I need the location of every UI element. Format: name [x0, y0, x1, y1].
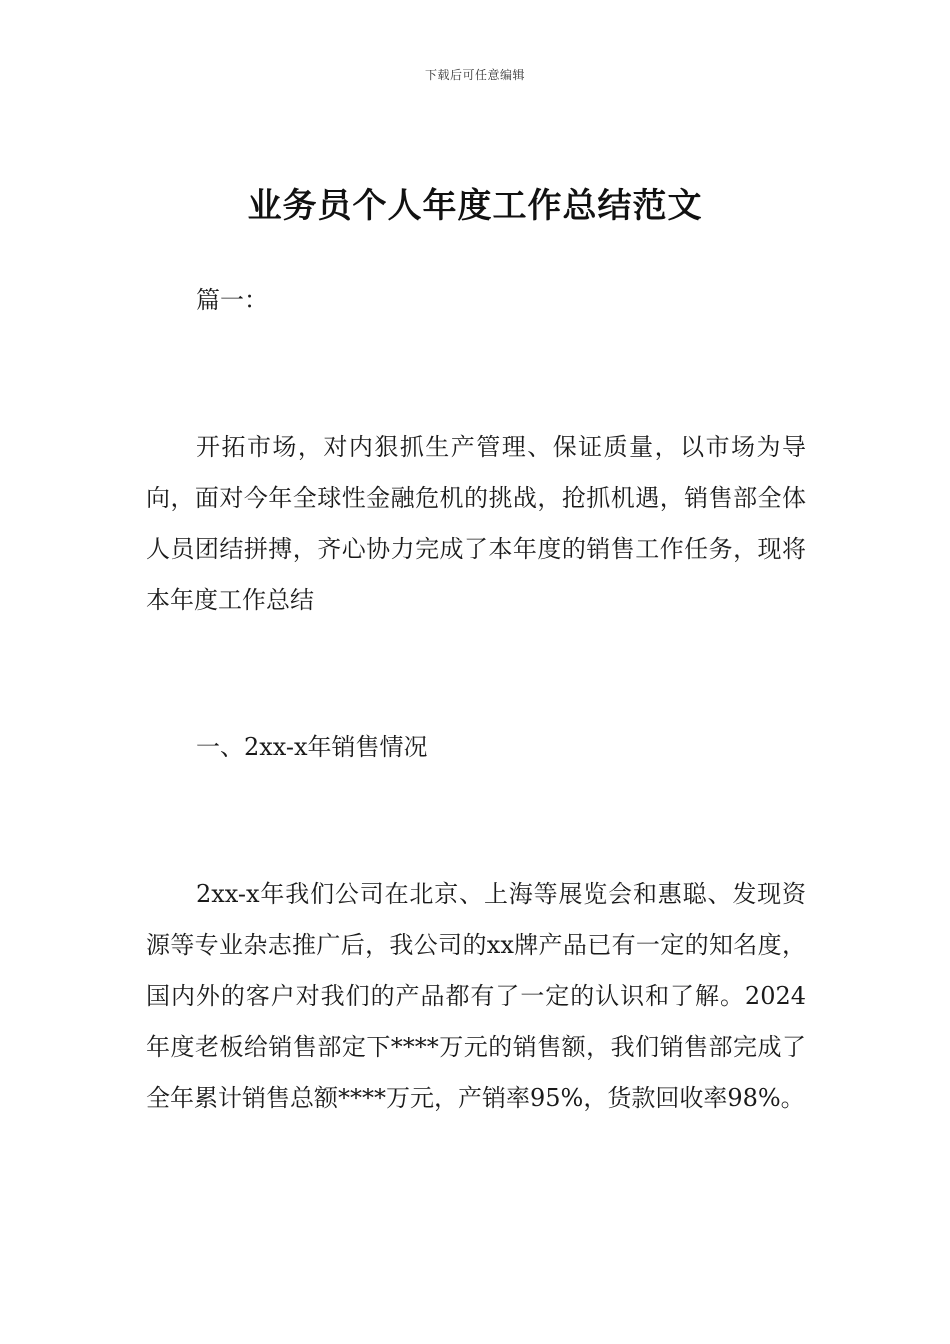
section-label: 篇一： [196, 286, 268, 314]
header-note: 下载后可任意编辑 [424, 68, 525, 82]
body-paragraph-sales: 2xx-x年我们公司在北京、上海等展览会和惠聪、发现资源等专业杂志推广后，我公司的xx牌产品已有一定的知名度，国内外的客户对我们的产品都有了一定的认识和了解。2024年度老板给销售部定下****万元的销售额，我们销售部完成了全年累计销售总额****万元，产销率95%，货款回收率98%。 [146, 880, 806, 1112]
body-paragraph-intro: 开拓市场，对内狠抓生产管理、保证质量，以市场为导向，面对今年全球性金融危机的挑战，抢抓机遇，销售部全体人员团结拼搏，齐心协力完成了本年度的销售工作任务，现将本年度工作总结 [146, 433, 806, 614]
section-heading: 一、2xx-x年销售情况 [196, 733, 428, 761]
document-title: 业务员个人年度工作总结范文 [247, 186, 703, 226]
